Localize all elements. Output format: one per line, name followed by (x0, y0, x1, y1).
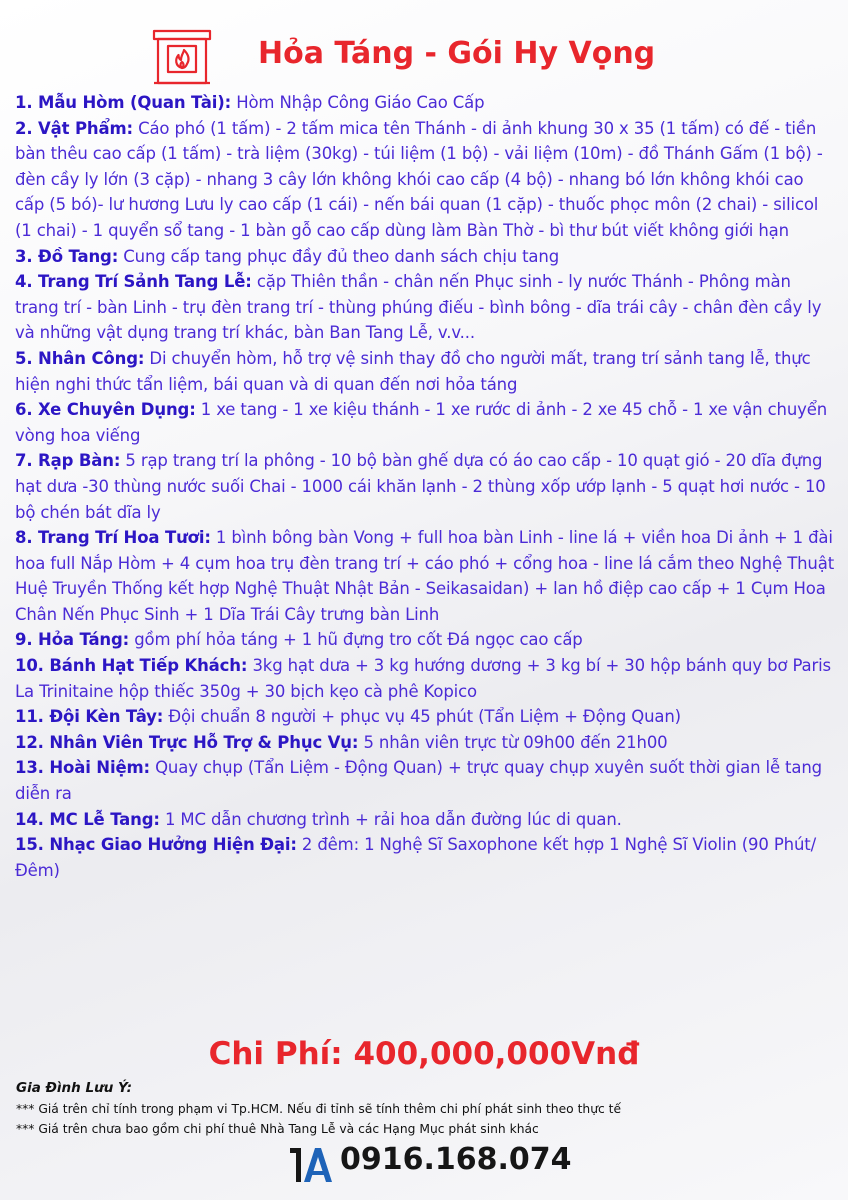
note-title: Gia Đình Lưu Ý: (16, 1080, 133, 1096)
list-item (15, 90, 835, 116)
item-label: 6. Xe Chuyên Dụng: (15, 400, 196, 420)
page-title: Hỏa Táng - Gói Hy Vọng (258, 36, 656, 71)
item-label: 5. Nhân Công: (15, 348, 145, 368)
item-label: 14. MC Lễ Tang: (15, 809, 160, 829)
item-text: 5 rạp trang trí la phông - 10 bộ bàn ghế dựa có áo cao cấp - 10 quạt gió - 20 dĩa đựng hạt dưa -30 thùng nước suối Chai - 1000 cái khăn lạnh - 2 thùng xốp ướp lạnh - 5 quạt hơi nước - 10 bộ chén bát dĩa ly (15, 451, 826, 522)
item-label: 2. Vật Phẩm: (15, 118, 133, 138)
note-line: *** Giá trên chưa bao gồm chi phí thuê Nhà Tang Lễ và các Hạng Mục phát sinh khác (16, 1122, 539, 1136)
list-item (15, 346, 835, 397)
item-label: 8. Trang Trí Hoa Tươi: (15, 528, 211, 548)
item-text: 3kg hạt dưa + 3 kg hướng dương + 3 kg bí + 30 hộp bánh quy bơ Paris La Trinitaine hộp thiếc 350g + 30 bịch kẹo cà phê Kopico (15, 656, 831, 701)
item-text: Quay chụp (Tẩn Liệm - Động Quan) + trực quay chụp xuyên suốt thời gian lễ tang diễn ra (15, 758, 822, 804)
list-item (15, 704, 835, 730)
item-label: 1. Mẫu Hòm (Quan Tài): (15, 93, 232, 112)
item-label: 13. Hoài Niệm: (15, 758, 150, 778)
note-line: *** Giá trên chỉ tính trong phạm vi Tp.HCM. Nếu đi tỉnh sẽ tính thêm chi phí phát sinh theo thực tế (16, 1102, 622, 1116)
item-text: 5 nhân viên trực từ 09h00 đến 21h00 (358, 732, 668, 752)
item-label: 12. Nhân Viên Trực Hỗ Trợ & Phục Vụ: (15, 732, 359, 752)
list-item (15, 448, 835, 525)
item-label: 10. Bánh Hạt Tiếp Khách: (15, 656, 248, 676)
item-text: 1 MC dẫn chương trình + rải hoa dẫn đường lúc di quan. (159, 809, 622, 829)
item-text: Cáo phó (1 tấm) - 2 tấm mica tên Thánh - di ảnh khung 30 x 35 (1 tấm) có đế - tiền bàn thêu cao cấp (1 tấm) - trà liệm (30kg) - túi liệm (1 bộ) - vải liệm (10m) - đồ Thánh Gấm (1 bộ) - đèn cầy ly lớn (3 cặp) - nhang 3 cây lớn không khói cao cấp (4 bộ) - nhang bó lớn không khói cao cấp (5 bó)- lư hương Lưu ly cao cấp (1 cái) - nến bái quan (1 cặp) - thuốc phọc môn (2 chai) - silicol (1 chai) - 1 quyển sổ tang - 1 bàn gỗ cao cấp dùng làm Bàn Thờ - bì thư bút viết không giới hạn (15, 118, 823, 240)
company-logo-icon (288, 1144, 336, 1184)
item-text: gồm phí hỏa táng + 1 hũ đựng tro cốt Đá ngọc cao cấp (129, 630, 583, 650)
item-text: Di chuyển hòm, hỗ trợ vệ sinh thay đồ cho người mất, trang trí sảnh tang lễ, thực hiện nghi thức tẩn liệm, bái quan và di quan đến nơi hỏa táng (15, 348, 811, 394)
total-cost: Chi Phí: 400,000,000Vnđ (208, 1036, 640, 1072)
item-label: 11. Đội Kèn Tây: (15, 707, 164, 727)
phone-number[interactable]: 0916.168.074 (340, 1142, 572, 1177)
list-item (15, 627, 835, 653)
list-item (15, 730, 835, 756)
list-item (15, 116, 835, 244)
list-item (15, 244, 835, 270)
list-item (15, 807, 835, 833)
item-text: 2 đêm: 1 Nghệ Sĩ Saxophone kết hợp 1 Nghệ Sĩ Violin (90 Phút/Đêm) (15, 835, 816, 880)
item-label: 4. Trang Trí Sảnh Tang Lễ: (15, 272, 252, 292)
list-item (15, 832, 835, 883)
header (0, 22, 848, 92)
item-label: 3. Đồ Tang: (15, 246, 119, 266)
list-item (15, 269, 835, 346)
contact-line (288, 1142, 578, 1186)
package-item-list (15, 90, 835, 883)
item-text: 1 bình bông bàn Vong + full hoa bàn Linh - line lá + viền hoa Di ảnh + 1 đài hoa full Nắp Hòm + 4 cụm hoa trụ đèn trang trí + cáo phó + cổng hoa - line lá cắm theo Nghệ Thuật Huệ Truyền Thống kết hợp Nghệ Thuật Nhật Bản - Seikasaidan) + lan hồ điệp cao cấp + 1 Cụm Hoa Chân Nến Phục Sinh + 1 Dĩa Trái Cây trưng bàn Linh (15, 528, 835, 624)
item-label: 15. Nhạc Giao Hưởng Hiện Đại: (15, 835, 297, 855)
item-text: Đội chuẩn 8 người + phục vụ 45 phút (Tẩn Liệm + Động Quan) (163, 707, 681, 727)
list-item (15, 653, 835, 704)
list-item (15, 397, 835, 448)
list-item (15, 525, 835, 627)
item-text: 1 xe tang - 1 xe kiệu thánh - 1 xe rước di ảnh - 2 xe 45 chỗ - 1 xe vận chuyển vòng hoa viếng (15, 400, 828, 445)
crematorium-furnace-icon (150, 28, 214, 88)
item-text: Hòm Nhập Công Giáo Cao Cấp (231, 93, 485, 112)
item-label: 7. Rạp Bàn: (15, 451, 121, 471)
item-text: Cung cấp tang phục đầy đủ theo danh sách chịu tang (118, 246, 560, 266)
item-label: 9. Hỏa Táng: (15, 630, 130, 650)
list-item (15, 755, 835, 806)
item-text: cặp Thiên thần - chân nến Phục sinh - ly nước Thánh - Phông màn trang trí - bàn Linh - trụ đèn trang trí - thùng phúng điếu - bình bông - dĩa trái cây - chân đèn cầy ly và những vật dụng trang trí khác, bàn Ban Tang Lễ, v.v... (15, 272, 822, 343)
